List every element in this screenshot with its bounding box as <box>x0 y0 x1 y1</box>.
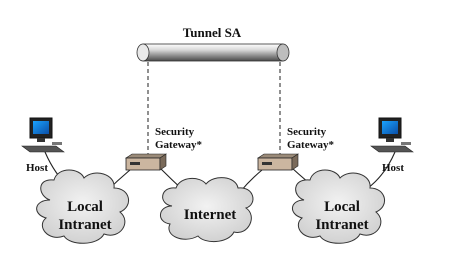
cloud-internet <box>160 178 253 242</box>
cloud-internet-label: Internet <box>183 207 237 223</box>
security-gateway-left-icon <box>126 154 166 170</box>
cloud-left-line1: Local <box>67 199 103 215</box>
cloud-left-line2: Intranet <box>58 217 112 233</box>
host-left-label: Host <box>26 162 48 174</box>
gateway-left-line2: Gateway* <box>155 139 203 151</box>
cloud-right-line1: Local <box>324 199 360 215</box>
gateway-right-line1: Security <box>287 126 327 138</box>
tunnel-tube <box>137 44 289 61</box>
cloud-local-intranet-left <box>37 170 129 243</box>
gateway-right-line2: Gateway* <box>287 139 335 151</box>
gateway-left-line1: Security <box>155 126 195 138</box>
host-computer-right-icon <box>371 118 413 152</box>
cloud-right-line2: Intranet <box>315 217 369 233</box>
host-right-label: Host <box>382 162 404 174</box>
security-gateway-right-icon <box>258 154 298 170</box>
tunnel-label: Tunnel SA <box>182 25 242 40</box>
host-computer-left-icon <box>22 118 64 152</box>
cloud-local-intranet-right <box>292 170 384 243</box>
